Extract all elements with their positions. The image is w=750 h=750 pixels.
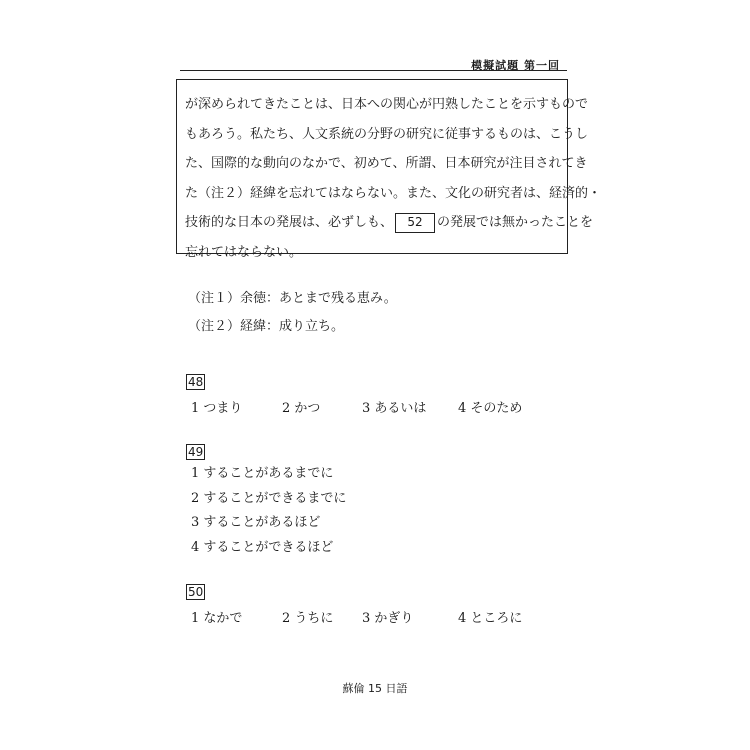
- option-50-2[interactable]: 2 うちに: [282, 611, 334, 626]
- question-number-50: 50: [188, 585, 204, 599]
- footnotes: [188, 285, 397, 341]
- header-divider: [180, 70, 567, 71]
- option-48-3[interactable]: 3 あるいは: [362, 401, 427, 416]
- reading-passage-box: [176, 79, 602, 260]
- option-48-1[interactable]: 1 つまり: [191, 401, 243, 416]
- option-48-2[interactable]: 2 かつ: [282, 401, 321, 416]
- option-50-4[interactable]: 4 ところに: [458, 611, 523, 626]
- page-header-title: 模擬試題 第一回: [471, 59, 560, 72]
- option-50-1[interactable]: 1 なかで: [191, 611, 243, 626]
- passage-line-5-after: の発展では無かったことを: [437, 215, 594, 230]
- question-number-49: 49: [188, 445, 204, 459]
- passage-line-4: た（注２）経緯を忘れてはならない。また、文化の研究者は、経済的・: [185, 185, 602, 201]
- option-49-3[interactable]: 3 することがあるほど: [191, 515, 321, 530]
- footnote-2: （注２）経緯：成り立ち。: [188, 319, 345, 334]
- passage-line-5-before: 技術的な日本の発展は、必ずしも、: [185, 215, 394, 230]
- passage-line-6: 忘れてはならない。: [185, 244, 303, 260]
- option-49-4[interactable]: 4 することができるほど: [191, 539, 334, 555]
- footnote-1: （注１）余徳：あとまで残る恵み。: [188, 291, 397, 306]
- passage-line-2: もあろう。私たち、人文系統の分野の研究に従事するものは、こうし: [185, 126, 589, 142]
- passage-line-5: [185, 208, 594, 238]
- question-number-48: 48: [188, 375, 204, 389]
- option-50-3[interactable]: 3 かぎり: [362, 611, 414, 626]
- option-49-1[interactable]: 1 することがあるまでに: [191, 466, 334, 481]
- option-48-4[interactable]: 4 そのため: [458, 401, 523, 416]
- option-49-2[interactable]: 2 することができるまでに: [191, 490, 347, 506]
- answer-blank-52: 52: [395, 213, 435, 233]
- passage-line-3: た、国際的な動向のなかで、初めて、所謂、日本研究が注目されてき: [185, 156, 588, 171]
- passage-line-1: が深められてきたことは、日本への関心が円熟したことを示すもので: [185, 97, 589, 112]
- page-footer: 蘇倫 15 日語: [342, 682, 408, 695]
- question-49-options: [191, 462, 346, 560]
